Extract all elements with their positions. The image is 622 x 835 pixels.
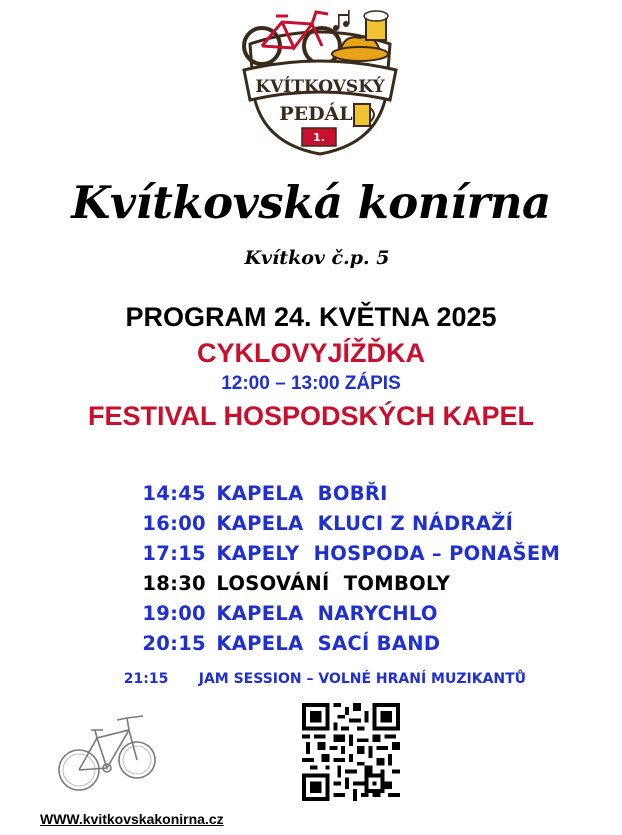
schedule-act: KAPELA KLUCI Z NÁDRAŽÍ xyxy=(216,512,514,535)
jam-time: 21:15 xyxy=(123,671,169,687)
schedule-time: 19:00 xyxy=(142,602,206,625)
schedule-row xyxy=(114,459,560,505)
program-heading: PROGRAM 24. KVĚTNA 2025 xyxy=(125,302,497,332)
venue-address: Kvítkov č.p. 5 xyxy=(244,247,390,269)
schedule-list xyxy=(114,459,561,655)
festival-title: FESTIVAL HOSPODSKÝCH KAPEL xyxy=(87,401,535,431)
kvitkovsky-pedal-logo xyxy=(236,4,404,156)
logo-brand-line2: PEDÁL xyxy=(279,103,353,125)
schedule-time: 18:30 xyxy=(142,572,206,595)
logo-brand-line1: KVÍTKOVSKÝ xyxy=(255,77,385,97)
jam-session-row xyxy=(114,655,526,687)
schedule-act: LOSOVÁNÍ TOMBOLY xyxy=(216,572,451,595)
qr-code xyxy=(302,703,400,801)
schedule-act: KAPELA BOBŘI xyxy=(216,482,388,505)
schedule-act: KAPELY HOSPODA – PONAŠEM xyxy=(216,542,561,565)
beer-mug-icon xyxy=(364,11,388,40)
website-link[interactable]: WWW.kvitkovskakonirna.cz xyxy=(40,811,224,827)
schedule-time: 20:15 xyxy=(142,632,206,655)
music-note-icon xyxy=(333,10,350,31)
cyclo-title: CYKLOVYJÍŽĎKA xyxy=(196,338,426,368)
schedule-time: 16:00 xyxy=(142,512,206,535)
schedule-act: KAPELA NARYCHLO xyxy=(216,602,438,625)
bicycle-illustration xyxy=(55,708,160,796)
venue-title: Kvítkovská konírna xyxy=(71,176,551,229)
logo-edition: 1. xyxy=(313,131,325,144)
schedule-time: 14:45 xyxy=(142,482,206,505)
beer-mug-icon xyxy=(354,104,374,126)
registration-time: 12:00 – 13:00 ZÁPIS xyxy=(221,373,401,394)
jam-text: JAM SESSION – VOLNÉ HRANÍ MUZIKANTŮ xyxy=(198,671,527,687)
schedule-act: KAPELA SACÍ BAND xyxy=(216,632,441,655)
schedule-time: 17:15 xyxy=(142,542,206,565)
